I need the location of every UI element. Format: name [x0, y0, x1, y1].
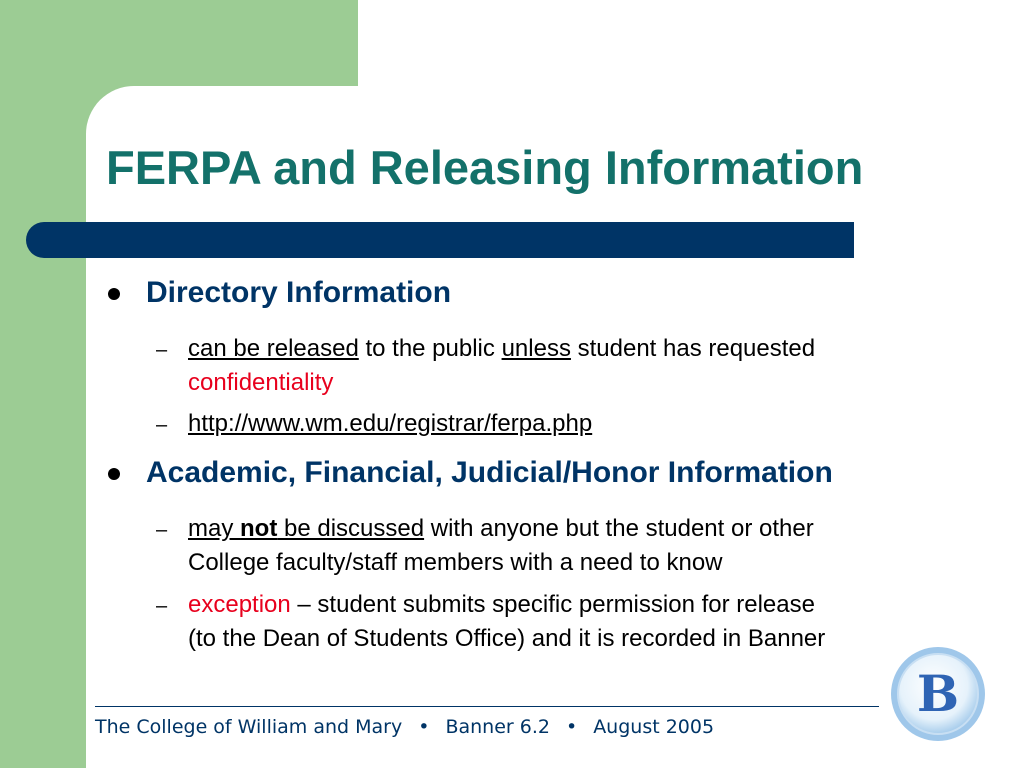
- footer-date: August 2005: [593, 716, 715, 738]
- confidentiality-text: confidentiality: [188, 369, 334, 396]
- bullet-dot: [108, 468, 120, 480]
- banner-b-logo-icon: [888, 644, 988, 744]
- bullet-heading-directory: Directory Information: [146, 276, 452, 309]
- unless-text: unless: [501, 335, 571, 362]
- may-text: may: [188, 515, 241, 542]
- sub-bullet-dash: –: [156, 414, 168, 436]
- recorded-in-banner-text: (to the Dean of Students Office) and it is recorded in Banner: [188, 625, 826, 652]
- footer-separator: •: [565, 716, 578, 738]
- sub-bullet-discussed-text: [188, 512, 814, 580]
- footer-separator: •: [418, 716, 430, 738]
- sub-bullet-dash: –: [156, 595, 168, 617]
- can-be-released-text: can be released: [188, 335, 359, 362]
- ferpa-link[interactable]: http://www.wm.edu/registrar/ferpa.php: [188, 410, 593, 437]
- to-the-public-text: to the public: [358, 335, 502, 362]
- sub-bullet-release-text: [188, 332, 815, 400]
- not-text: not: [240, 515, 278, 542]
- footer-product: Banner 6.2: [445, 716, 550, 738]
- need-to-know-text: College faculty/staff members with a need to know: [188, 549, 723, 576]
- footer-college: The College of William and Mary: [95, 716, 403, 738]
- sub-bullet-dash: –: [156, 519, 168, 541]
- be-discussed-text: be discussed: [277, 515, 425, 542]
- sub-bullet-exception-text: [188, 588, 825, 656]
- logo-letter: B: [916, 664, 960, 723]
- student-requested-text: student has requested: [570, 335, 816, 362]
- footer: [95, 716, 714, 738]
- sub-bullet-link: [188, 407, 592, 441]
- sub-bullet-dash: –: [156, 339, 168, 361]
- bullet-heading-academic: Academic, Financial, Judicial/Honor Information: [146, 456, 833, 489]
- bullet-dot: [108, 288, 120, 300]
- with-anyone-text: with anyone but the student or other: [424, 515, 814, 542]
- slide-title: FERPA and Releasing Information: [106, 141, 864, 194]
- permission-text: – student submits specific permission for release: [290, 591, 815, 618]
- footer-divider: [95, 706, 879, 707]
- title-underline-bar: [26, 222, 854, 258]
- exception-text: exception: [188, 591, 291, 618]
